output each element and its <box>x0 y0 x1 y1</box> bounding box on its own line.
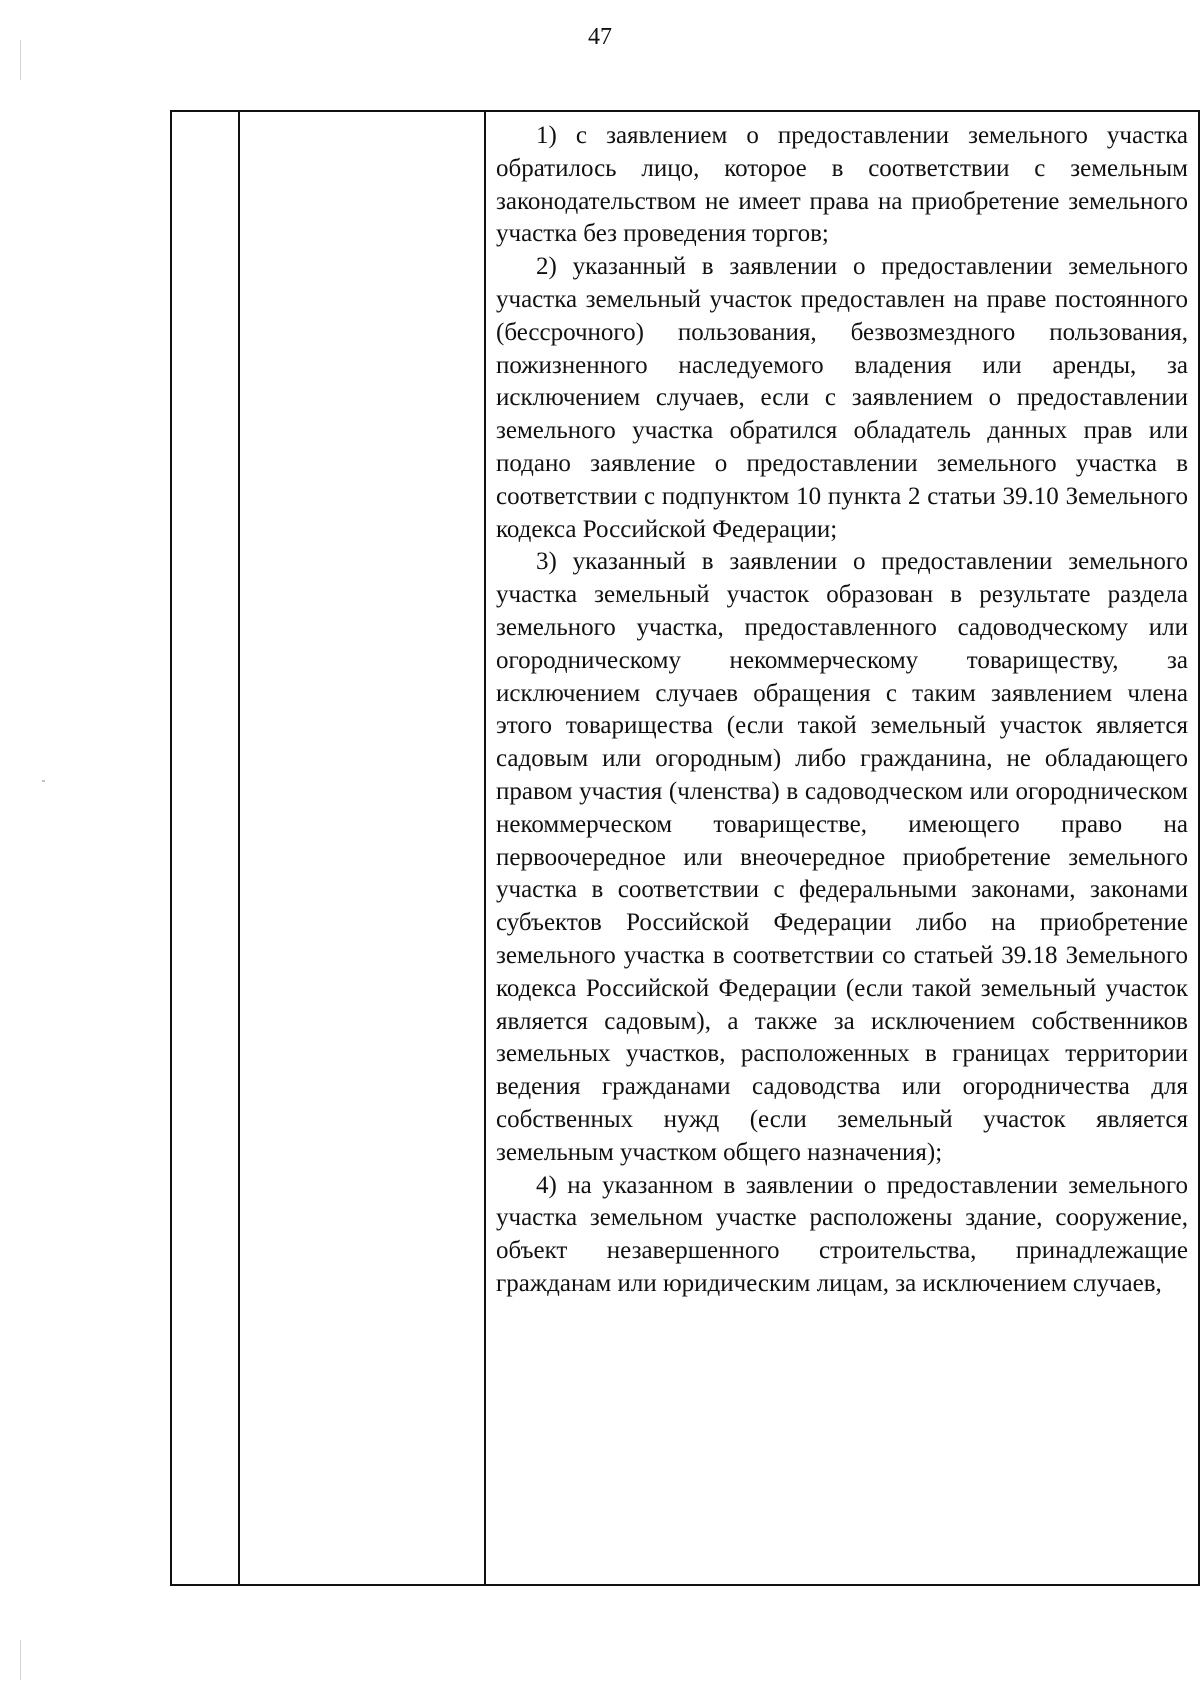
list-item-1: 1) с заявлением о предоставлении земельного участка обратилось лицо, которое в соответствии с земельным законодательством не имеет права на приобретение земельного участка без проведения торгов; <box>496 122 1188 248</box>
table-cell-number <box>172 112 240 1584</box>
list-item-3: 3) указанный в заявлении о предоставлении земельного участка земельный участок образован в результате раздела земельного участка, предоставленного садоводческому или огородническому некоммерческому товариществу, за исключением случаев обращения с таким заявлением члена этого товарищества (если такой земельный участок является садовым или огородным) либо гражданина, не обладающего правом участия (членства) в садоводческом или огородническом некоммерческом товариществе, имеющего право на первоочередное или внеочередное приобретение земельного участка в соответствии с федеральными законами, законами субъектов Российской Федерации либо на приобретение земельного участка в соответствии со статьей 39.18 Земельного кодекса Российской Федерации (если такой земельный участок является садовым), а также за исключением собственников земельных участков, расположенных в границах территории ведения гражданами садоводства или огородничества для собственных нужд (если земельный участок является земельным участком общего назначения); <box>496 548 1188 1166</box>
list-item-4: 4) на указанном в заявлении о предоставлении земельного участка земельном участке расположены здание, сооружение, объект незавершенного строительства, принадлежащие гражданам или юридическим лицам, за исключением случаев, <box>496 1171 1188 1297</box>
scan-artifact <box>20 40 21 80</box>
page-number: 47 <box>588 24 612 50</box>
list-item-2: 2) указанный в заявлении о предоставлении земельного участка земельный участок предоставлен на праве постоянного (бессрочного) пользования, безвозмездного пользования, пожизненного наследуемого владения или аренды, за исключением случаев, если с заявлением о предоставлении земельного участка обратился обладатель данных прав или подано заявление о предоставлении земельного участка в соответствии с подпунктом 10 пункта 2 статьи 39.10 Земельного кодекса Российской Федерации; <box>496 253 1188 543</box>
scan-artifact <box>42 780 45 782</box>
table-cell-name <box>240 112 486 1584</box>
table-cell-content <box>486 112 1198 1584</box>
document-table <box>170 110 1200 1586</box>
scan-artifact <box>20 1640 21 1680</box>
